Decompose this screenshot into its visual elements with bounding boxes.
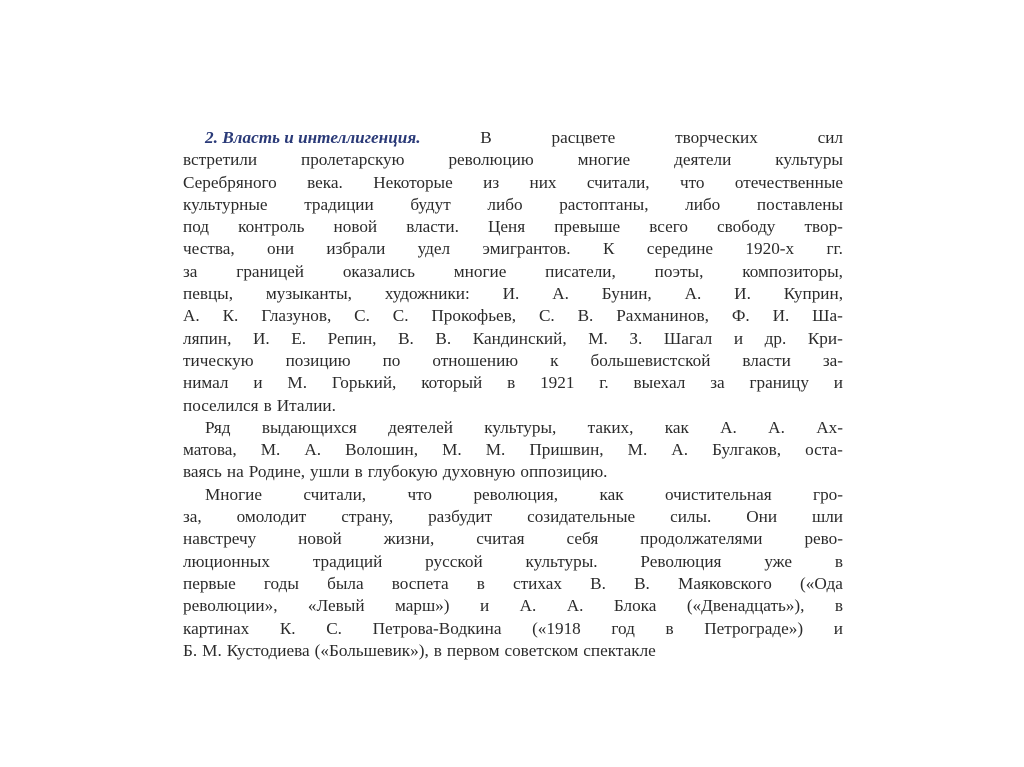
- word: г.: [599, 373, 609, 393]
- text-line: [183, 372, 843, 394]
- text-line: [183, 484, 843, 506]
- text-line: [183, 149, 843, 171]
- word: М.: [287, 373, 307, 393]
- word: годы: [263, 573, 299, 593]
- word: за: [710, 373, 725, 393]
- word: Родине,: [248, 462, 306, 482]
- word: разбудит: [428, 507, 493, 527]
- word: первые: [183, 573, 236, 593]
- word: Маяковского: [678, 573, 772, 593]
- word: избрали: [326, 239, 386, 259]
- word: А.: [552, 284, 569, 304]
- word: что: [407, 484, 433, 504]
- text-line: [183, 461, 843, 483]
- word: традиций: [312, 551, 383, 571]
- word: Волошин,: [345, 440, 419, 460]
- word: под: [183, 217, 210, 237]
- word: многие: [577, 150, 631, 170]
- word: («Большевик»),: [314, 640, 429, 660]
- word: революции»,: [183, 596, 278, 616]
- word: А.: [304, 440, 322, 460]
- word: поселился: [183, 395, 259, 415]
- word: выдающихся: [261, 417, 357, 437]
- word: что: [679, 172, 705, 192]
- word: как: [599, 484, 624, 504]
- word: расцвете: [551, 128, 616, 147]
- word: И.: [252, 328, 270, 348]
- word: С.: [326, 618, 342, 638]
- word: века.: [307, 172, 343, 192]
- text-line: [183, 528, 843, 550]
- word: Куприн,: [783, 284, 843, 304]
- word: в: [263, 395, 272, 415]
- word: картинах: [183, 618, 250, 638]
- word: В.: [398, 328, 414, 348]
- word: превыше: [554, 217, 621, 237]
- word: В.: [577, 306, 594, 326]
- word: поставлены: [756, 194, 843, 214]
- word: А.: [566, 596, 584, 616]
- word: М.: [485, 440, 506, 460]
- word: и: [833, 373, 843, 393]
- word: власти: [742, 350, 791, 370]
- word: «Левый: [307, 596, 365, 616]
- word: В.: [435, 328, 452, 348]
- word: в: [834, 596, 843, 616]
- word: на: [226, 462, 244, 482]
- paragraph: [183, 484, 843, 662]
- word: культуры: [775, 150, 843, 170]
- word: считали,: [303, 484, 367, 504]
- word: середине: [646, 239, 714, 259]
- word: рево-: [804, 529, 843, 549]
- word: советском: [504, 640, 579, 660]
- word: растоптаны,: [559, 194, 649, 214]
- word: тическую: [183, 350, 254, 370]
- word: и: [833, 618, 843, 638]
- word: за,: [183, 507, 202, 527]
- word: С.: [538, 306, 555, 326]
- text-line: [183, 328, 843, 350]
- text-line: [183, 439, 843, 461]
- word: культуры,: [484, 417, 557, 437]
- word: С.: [354, 306, 370, 326]
- word: таких,: [587, 417, 634, 437]
- word: уже: [764, 551, 792, 571]
- word: Булгаков,: [712, 440, 782, 460]
- word: И.: [734, 284, 751, 304]
- word: Блока: [613, 596, 657, 616]
- word: люционных: [183, 551, 270, 571]
- word: всего: [649, 217, 688, 237]
- word: контроль: [238, 217, 305, 237]
- word: эмигрантов.: [482, 239, 571, 259]
- word: новой: [333, 217, 378, 237]
- text-line: [183, 238, 843, 260]
- word: др.: [764, 328, 787, 348]
- word: сил: [817, 128, 843, 147]
- word: 1920-х: [745, 239, 795, 259]
- word: в: [507, 373, 516, 393]
- text-line: [183, 395, 843, 417]
- text-line: [183, 261, 843, 283]
- word: навстречу: [183, 529, 257, 549]
- word: духовную: [442, 462, 516, 482]
- word: либо: [685, 194, 721, 214]
- word: власти.: [406, 217, 459, 237]
- word: русской: [425, 551, 483, 571]
- word: ляпин,: [183, 328, 232, 348]
- word: в: [476, 573, 485, 593]
- word: большевистской: [590, 350, 711, 370]
- word: З.: [629, 328, 643, 348]
- word: и: [253, 373, 263, 393]
- word: Петрограде»): [704, 618, 804, 638]
- word: Бунин,: [601, 284, 652, 304]
- word: воспета: [391, 573, 449, 593]
- word: выехал: [633, 373, 686, 393]
- word: («Ода: [800, 573, 843, 593]
- word: гг.: [826, 239, 843, 259]
- word: Прокофьев,: [431, 306, 517, 326]
- word: год: [611, 618, 635, 638]
- word: жизни,: [383, 529, 435, 549]
- word: Ценя: [488, 217, 526, 237]
- document-text: [183, 127, 843, 662]
- word: ваясь: [183, 462, 222, 482]
- word: Ша-: [812, 306, 843, 326]
- word: считали,: [586, 172, 650, 192]
- word: отношению: [432, 350, 519, 370]
- word: Серебряного: [183, 172, 277, 192]
- word: Ах-: [816, 417, 843, 437]
- word: художники:: [384, 284, 470, 304]
- word: Горький,: [331, 373, 397, 393]
- word: границу: [749, 373, 809, 393]
- word: А.: [671, 440, 689, 460]
- word: Италии.: [276, 395, 336, 415]
- word: пролетарскую: [301, 150, 405, 170]
- word: М.: [260, 440, 281, 460]
- word: многие: [453, 261, 507, 281]
- word: певцы,: [183, 284, 233, 304]
- word: деятели: [674, 150, 732, 170]
- paragraph: [183, 417, 843, 484]
- word: они: [267, 239, 295, 259]
- word: Кустодиева: [226, 640, 310, 660]
- word: («1918: [532, 618, 581, 638]
- word: К: [602, 239, 615, 259]
- word: Е.: [291, 328, 307, 348]
- word: удел: [417, 239, 451, 259]
- text-line: [183, 640, 843, 662]
- text-line: [183, 127, 843, 149]
- text-line: [183, 573, 843, 595]
- word: из: [483, 172, 500, 192]
- word: чества,: [183, 239, 235, 259]
- word: позицию: [285, 350, 351, 370]
- word: твор-: [804, 217, 843, 237]
- word: границей: [236, 261, 304, 281]
- word: 1921: [540, 373, 575, 393]
- word: революция,: [473, 484, 559, 504]
- word: омолодит: [236, 507, 307, 527]
- word: была: [327, 573, 364, 593]
- word: К.: [279, 618, 296, 638]
- word: и: [479, 596, 490, 616]
- word: нимал: [183, 373, 229, 393]
- word: к: [550, 350, 559, 370]
- word: будут: [410, 194, 451, 214]
- word: В: [480, 128, 492, 147]
- text-line: [183, 350, 843, 372]
- word: встретили: [183, 150, 258, 170]
- word: («Двенадцать»),: [686, 596, 805, 616]
- word: И.: [502, 284, 520, 304]
- word: за: [183, 261, 198, 281]
- word: М.: [588, 328, 608, 348]
- text-line: [183, 172, 843, 194]
- text-line: [183, 595, 843, 617]
- word: оппозицию.: [520, 462, 608, 482]
- word: Кандинский,: [472, 328, 567, 348]
- word: поэты,: [654, 261, 704, 281]
- word: А.: [183, 306, 200, 326]
- word: оста-: [805, 440, 843, 460]
- word: по: [382, 350, 401, 370]
- text-line: [183, 618, 843, 640]
- word: композиторы,: [742, 261, 843, 281]
- word: стихах: [513, 573, 562, 593]
- word: продолжателями: [640, 529, 763, 549]
- word: в: [354, 462, 363, 482]
- word: А.: [768, 417, 785, 437]
- word: либо: [487, 194, 523, 214]
- word: как: [664, 417, 689, 437]
- word: в: [433, 640, 442, 660]
- word: свободу: [717, 217, 776, 237]
- word: М.: [202, 640, 222, 660]
- word: Рахманинов,: [616, 306, 709, 326]
- word: глубокую: [367, 462, 438, 482]
- word: революцию: [448, 150, 534, 170]
- text-line: [183, 216, 843, 238]
- text-line: [183, 506, 843, 528]
- word: В.: [634, 573, 650, 593]
- word: деятелей: [388, 417, 453, 437]
- word: Некоторые: [373, 172, 453, 192]
- word: и: [733, 328, 744, 348]
- word: них: [529, 172, 557, 192]
- paragraph: [183, 127, 843, 417]
- text-line: [183, 194, 843, 216]
- word: Они: [746, 507, 778, 527]
- word: в: [834, 551, 843, 571]
- word: А.: [684, 284, 702, 304]
- word: страну,: [341, 507, 394, 527]
- word: отечественные: [734, 172, 843, 192]
- word: в: [665, 618, 674, 638]
- word: В.: [590, 573, 606, 593]
- word: считая: [476, 529, 525, 549]
- word: М.: [627, 440, 648, 460]
- text-line: [183, 305, 843, 327]
- word: матова,: [183, 440, 237, 460]
- word: ушли: [310, 462, 350, 482]
- word: М.: [442, 440, 462, 460]
- word: традиции: [304, 194, 374, 214]
- word: И.: [772, 306, 790, 326]
- word: оказались: [342, 261, 415, 281]
- word: музыканты,: [265, 284, 352, 304]
- word: А.: [519, 596, 537, 616]
- word: творческих: [675, 128, 758, 147]
- word: первом: [446, 640, 500, 660]
- word: Шагал: [663, 328, 713, 348]
- word: очистительная: [664, 484, 772, 504]
- word: который: [421, 373, 483, 393]
- word: спектакле: [583, 640, 656, 660]
- word: Пришвин,: [529, 440, 604, 460]
- word: Многие: [205, 484, 262, 504]
- word: писатели,: [545, 261, 616, 281]
- text-line: [183, 283, 843, 305]
- text-line: [183, 417, 843, 439]
- word: А.: [720, 417, 737, 437]
- word: Петрова-Водкина: [372, 618, 502, 638]
- word: Кри-: [807, 328, 843, 348]
- word: силы.: [670, 507, 712, 527]
- word: созидательные: [527, 507, 636, 527]
- word: Репин,: [327, 328, 377, 348]
- word: Ряд: [205, 417, 231, 437]
- text-line: [183, 551, 843, 573]
- word: шли: [811, 507, 843, 527]
- word: за-: [822, 350, 843, 370]
- word: гро-: [813, 484, 843, 504]
- word: Б.: [183, 640, 198, 660]
- word: Глазунов,: [261, 306, 332, 326]
- word: себя: [566, 529, 599, 549]
- section-heading: 2. Власть и интеллигенция.: [205, 128, 421, 147]
- word: С.: [392, 306, 409, 326]
- word: культуры.: [525, 551, 598, 571]
- word: Революция: [640, 551, 722, 571]
- word: культурные: [183, 194, 268, 214]
- word: новой: [298, 529, 342, 549]
- word: К.: [222, 306, 239, 326]
- word: Ф.: [731, 306, 750, 326]
- word: марш»): [394, 596, 450, 616]
